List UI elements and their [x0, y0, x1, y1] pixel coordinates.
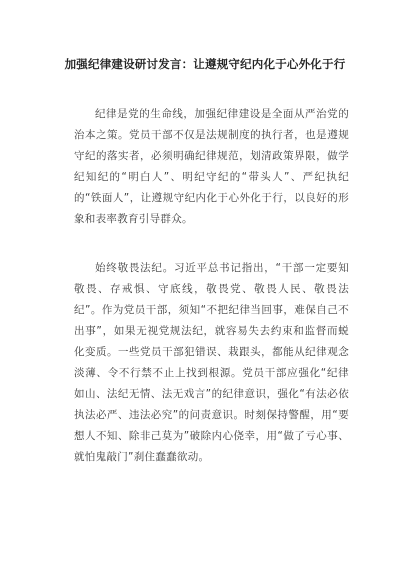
paragraph-discipline-lifeline: 纪律是党的生命线，加强纪律建设是全面从严治党的治本之策。党员干部不仅是法规制度的执行者，也是遵规守纪的落实者，必须明确纪律规范，划清政策界限，做学纪知纪的“明白人”、明纪守纪的“带头人”、严纪执纪的“铁面人”，让遵规守纪内化于心外化于行，以良好的形象和表率教育引导群众。 [74, 108, 349, 225]
document-title: 加强纪律建设研讨发言：让遵规守纪内化于心外化于行 [64, 57, 346, 71]
paragraph-revere-discipline: 始终敬畏法纪。习近平总书记指出，“干部一定要知敬畏、存戒惧、守底线，敬畏党、敬畏人民、敬畏法纪”。作为党员干部，须知“不把纪律当回事，难保自己不出事”，如果无视党规法纪，就容易失去约束和监督而蜕化变质。一些党员干部犯错误、栽跟头，都能从纪律观念淡薄、令不行禁不止上找到根源。党员干部应强化“纪律如山、法纪无情、法无戏言”的纪律意识，强化“有法必依执法必严、违法必究”的问责意识。时刻保持警醒，用“要想人不知、除非己莫为”破除内心侥幸，用“做了亏心事、就怕鬼敲门”刹住蠢蠢欲动。 [74, 262, 349, 463]
